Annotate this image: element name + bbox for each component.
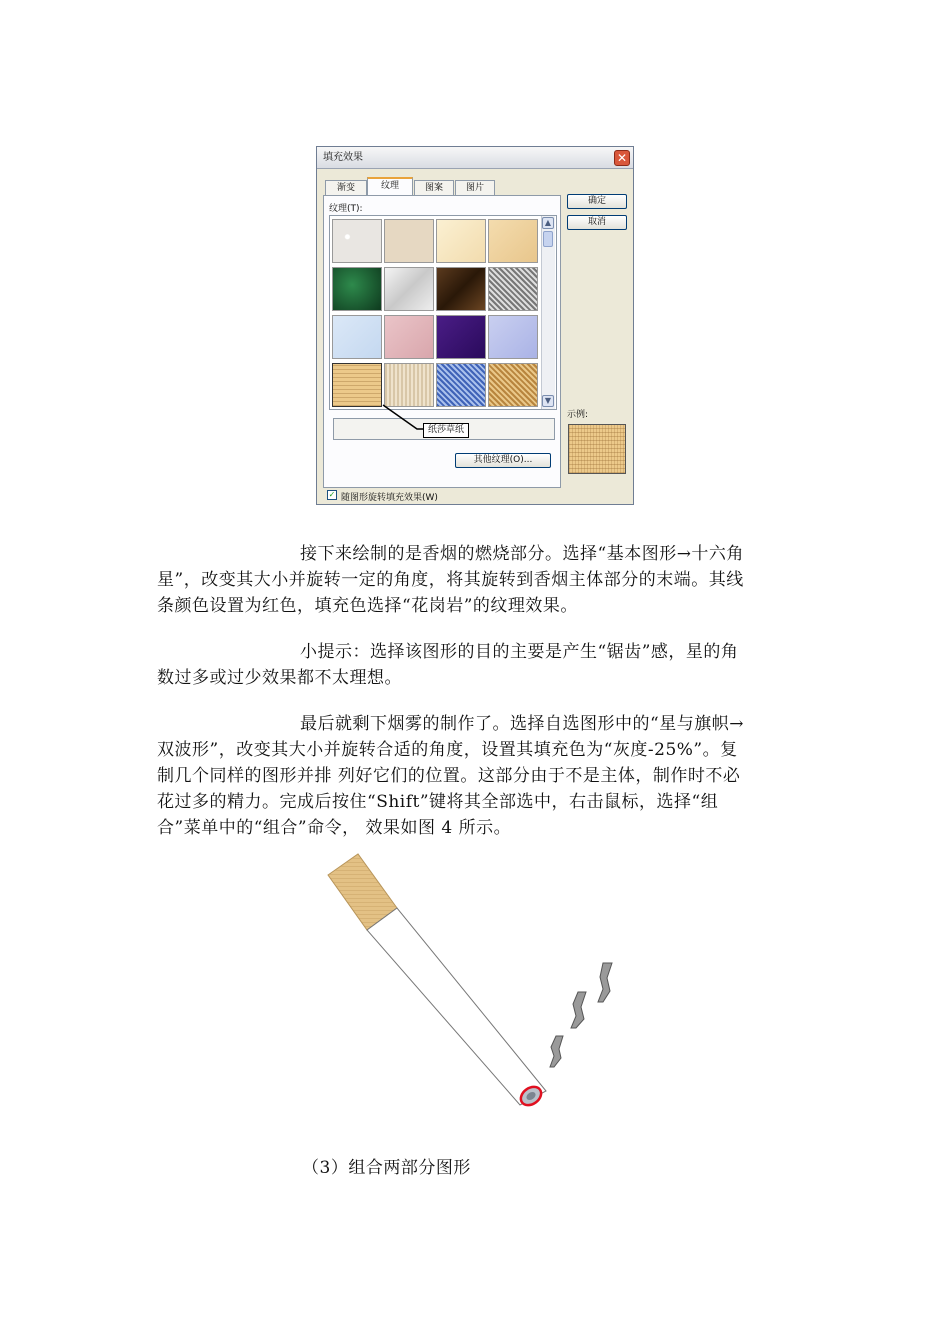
tab-picture[interactable]: 图片 (455, 180, 495, 195)
sample-preview (568, 424, 626, 474)
paragraph-2-line-1: 小提示：选择该图形的目的主要是产生“锯齿”感，星的角 (300, 642, 739, 662)
scroll-up-icon[interactable]: ▲ (542, 217, 554, 229)
cigarette-body (367, 908, 546, 1105)
paragraph-1-line-2: 星”，改变其大小并旋转一定的角度，将其旋转到香烟主体部分的末端。其线 (157, 570, 744, 590)
scroll-down-icon[interactable]: ▼ (542, 395, 554, 407)
smoke-group (550, 963, 612, 1067)
paragraph-3-line-5: 合”菜单中的“组合”命令， 效果如图 4 所示。 (157, 818, 512, 838)
smoke-wave-3 (550, 1036, 563, 1067)
rotate-fill-label: 随图形旋转填充效果(W) (341, 493, 438, 503)
paragraph-2-line-2: 数过多或过少效果都不太理想。 (157, 668, 402, 688)
sample-label: 示例: (567, 410, 589, 420)
rotate-fill-checkbox[interactable]: ✓ (328, 490, 336, 499)
cigarette-illustration (310, 850, 650, 1120)
paragraph-1-line-3: 条颜色设置为红色，填充色选择“花岗岩”的纹理效果。 (157, 596, 578, 616)
cancel-button[interactable]: 取消 (567, 215, 627, 230)
paragraph-3-line-3: 制几个同样的图形并排 列好它们的位置。这部分由于不是主体，制作时不必 (157, 766, 741, 786)
close-icon[interactable]: ✕ (614, 150, 630, 166)
dialog-title: 填充效果 (317, 147, 633, 169)
tab-texture[interactable]: 纹理 (367, 177, 413, 196)
paragraph-1-line-1: 接下来绘制的是香烟的燃烧部分。选择“基本图形→十六角 (300, 544, 744, 564)
ok-button[interactable]: 确定 (567, 194, 627, 209)
other-texture-button[interactable]: 其他纹理(O)... (455, 453, 551, 468)
smoke-wave-2 (571, 992, 586, 1028)
figure-caption: （3）组合两部分图形 (302, 1158, 471, 1178)
smoke-wave-1 (598, 963, 612, 1002)
paragraph-3-line-2: 双波形”，改变其大小并旋转合适的角度，设置其填充色为“灰度-25%”。复 (157, 740, 738, 760)
selected-texture-name: 纸莎草纸 (423, 423, 469, 438)
paragraph-3-line-4: 花过多的精力。完成后按住“Shift”键将其全部选中，右击鼠标，选择“组 (157, 792, 719, 812)
tab-gradient[interactable]: 渐变 (325, 180, 367, 195)
paragraph-3-line-1: 最后就剩下烟雾的制作了。选择自选图形中的“星与旗帜→ (300, 714, 744, 734)
fill-effects-dialog (316, 146, 634, 505)
texture-label: 纹理(T): (329, 204, 363, 214)
tab-pattern[interactable]: 图案 (414, 180, 454, 195)
